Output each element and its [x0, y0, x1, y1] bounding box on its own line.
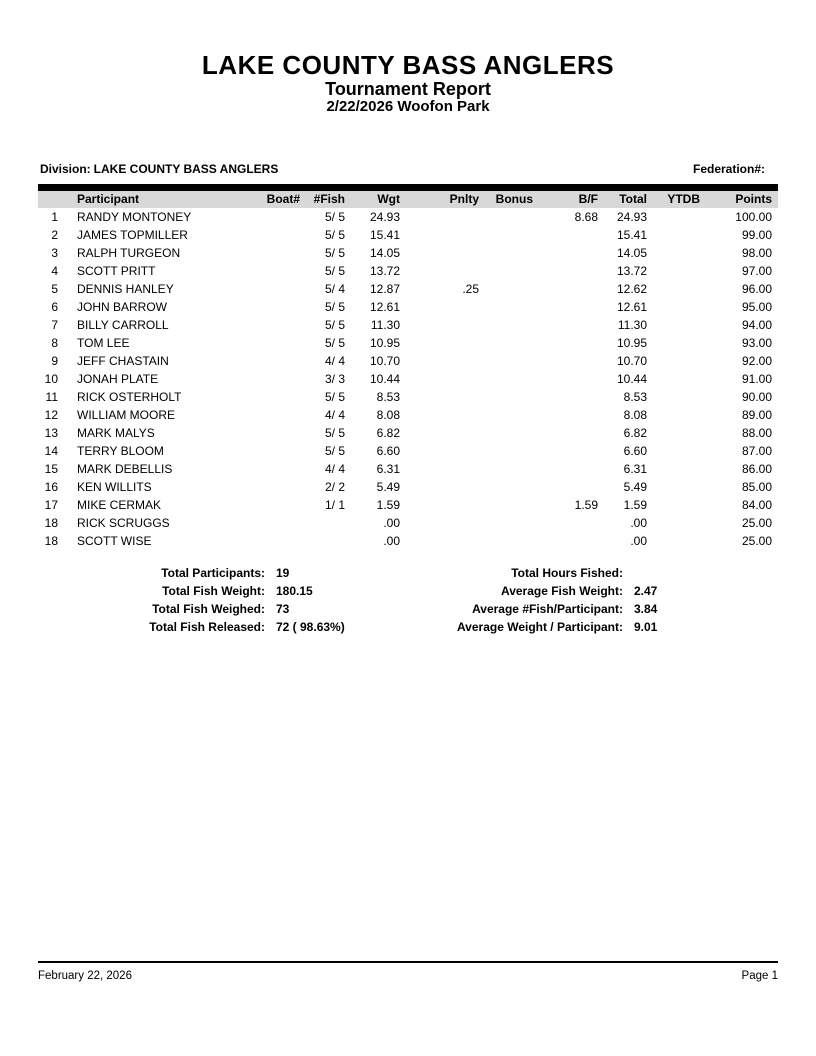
cell-penalty	[406, 334, 485, 352]
cell-points: 95.00	[741, 299, 772, 314]
cell-ytdb	[653, 226, 706, 244]
cell-rank: 13	[44, 425, 58, 440]
page-title: LAKE COUNTY BASS ANGLERS	[201, 50, 615, 80]
cell-total: .00	[630, 515, 647, 530]
cell-bonus	[485, 226, 539, 244]
cell-total: 8.08	[623, 407, 647, 422]
cell-bonus	[485, 370, 539, 388]
cell-big-fish	[539, 370, 604, 388]
table-row	[38, 424, 778, 442]
footer-page-number: Page 1	[741, 970, 778, 982]
cell-points: 100.00	[735, 209, 772, 224]
cell-points: 98.00	[741, 245, 772, 260]
division-row	[40, 162, 765, 176]
cell-bonus	[485, 316, 539, 334]
cell-total: 12.61	[616, 299, 647, 314]
cell-penalty: .25	[462, 281, 479, 296]
cell-weight: 6.60	[376, 443, 400, 458]
col-rank	[38, 188, 64, 208]
cell-total: 1.59	[623, 497, 647, 512]
results-table-body	[38, 208, 778, 550]
cell-rank: 15	[44, 461, 58, 476]
cell-boat-number	[246, 262, 306, 280]
cell-big-fish	[539, 532, 604, 550]
cell-rank: 9	[51, 353, 58, 368]
summary-label: Average #Fish/Participant:	[472, 601, 623, 616]
cell-weight: 5.49	[376, 479, 400, 494]
cell-big-fish	[539, 334, 604, 352]
cell-fish-count	[306, 514, 351, 532]
cell-participant: JOHN BARROW	[77, 299, 167, 314]
cell-rank: 5	[51, 281, 58, 296]
cell-points: 93.00	[741, 335, 772, 350]
cell-fish-count: 5/ 5	[324, 425, 345, 440]
cell-boat-number	[246, 388, 306, 406]
cell-bonus	[485, 298, 539, 316]
cell-ytdb	[653, 262, 706, 280]
cell-total: 10.95	[616, 335, 647, 350]
cell-boat-number	[246, 532, 306, 550]
cell-big-fish	[539, 298, 604, 316]
cell-bonus	[485, 406, 539, 424]
cell-fish-count: 5/ 5	[324, 317, 345, 332]
cell-boat-number	[246, 370, 306, 388]
cell-ytdb	[653, 406, 706, 424]
table-row	[38, 406, 778, 424]
table-row	[38, 208, 778, 226]
col-participant: Participant	[77, 192, 140, 207]
cell-penalty	[406, 244, 485, 262]
cell-fish-count: 5/ 5	[324, 209, 345, 224]
table-row	[38, 262, 778, 280]
cell-weight: 10.44	[369, 371, 400, 386]
cell-total: 8.53	[623, 389, 647, 404]
cell-fish-count: 5/ 4	[324, 281, 345, 296]
cell-weight: 6.31	[376, 461, 400, 476]
summary-value: 2.47	[634, 583, 658, 598]
cell-fish-count: 4/ 4	[324, 461, 345, 476]
summary-row	[38, 600, 408, 618]
col-total: Total	[619, 192, 647, 207]
federation-label: Federation#:	[692, 162, 765, 176]
cell-rank: 11	[45, 389, 58, 404]
summary-row	[38, 582, 408, 600]
cell-rank: 18	[44, 515, 58, 530]
table-row	[38, 334, 778, 352]
cell-big-fish	[539, 478, 604, 496]
cell-boat-number	[246, 280, 306, 298]
cell-penalty	[406, 406, 485, 424]
cell-ytdb	[653, 514, 706, 532]
col-weight: Wgt	[377, 192, 400, 207]
cell-penalty	[406, 298, 485, 316]
cell-participant: TERRY BLOOM	[77, 443, 164, 458]
cell-big-fish	[539, 406, 604, 424]
cell-ytdb	[653, 370, 706, 388]
cell-weight: .00	[383, 533, 400, 548]
cell-fish-count: 5/ 5	[324, 263, 345, 278]
cell-fish-count: 2/ 2	[324, 479, 345, 494]
cell-ytdb	[653, 532, 706, 550]
cell-ytdb	[653, 334, 706, 352]
cell-points: 85.00	[741, 479, 772, 494]
cell-ytdb	[653, 424, 706, 442]
cell-bonus	[485, 208, 539, 226]
cell-points: 84.00	[741, 497, 772, 512]
cell-participant: KEN WILLITS	[77, 479, 152, 494]
summary-row	[408, 618, 740, 636]
cell-bonus	[485, 388, 539, 406]
cell-ytdb	[653, 478, 706, 496]
cell-ytdb	[653, 442, 706, 460]
cell-big-fish	[539, 226, 604, 244]
cell-fish-count: 5/ 5	[324, 227, 345, 242]
cell-weight: 15.41	[369, 227, 400, 242]
cell-total: 15.41	[616, 227, 647, 242]
cell-weight: 1.59	[376, 497, 400, 512]
cell-big-fish: 8.68	[574, 209, 598, 224]
cell-weight: 8.08	[376, 407, 400, 422]
cell-big-fish	[539, 388, 604, 406]
cell-rank: 18	[44, 533, 58, 548]
cell-penalty	[406, 478, 485, 496]
table-row	[38, 478, 778, 496]
summary-value: 180.15	[276, 583, 313, 598]
table-row	[38, 298, 778, 316]
cell-rank: 1	[51, 209, 58, 224]
cell-rank: 10	[44, 371, 58, 386]
cell-fish-count: 5/ 5	[324, 389, 345, 404]
cell-total: 13.72	[616, 263, 647, 278]
table-row	[38, 370, 778, 388]
cell-participant: RALPH TURGEON	[77, 245, 181, 260]
cell-bonus	[485, 424, 539, 442]
cell-big-fish	[539, 442, 604, 460]
cell-big-fish	[539, 280, 604, 298]
table-row	[38, 352, 778, 370]
cell-fish-count: 1/ 1	[324, 497, 345, 512]
cell-total: 14.05	[616, 245, 647, 260]
cell-boat-number	[246, 316, 306, 334]
summary-left-column	[38, 564, 408, 636]
cell-bonus	[485, 514, 539, 532]
summary-value: 9.01	[634, 619, 658, 634]
col-big-fish: B/F	[578, 192, 598, 207]
table-header-row	[38, 188, 778, 208]
cell-weight: 10.70	[369, 353, 400, 368]
cell-total: .00	[630, 533, 647, 548]
cell-rank: 12	[44, 407, 58, 422]
summary-row	[408, 582, 740, 600]
table-row	[38, 460, 778, 478]
cell-big-fish	[539, 244, 604, 262]
cell-penalty	[406, 514, 485, 532]
cell-bonus	[485, 496, 539, 514]
cell-boat-number	[246, 208, 306, 226]
cell-boat-number	[246, 424, 306, 442]
summary-row	[38, 564, 408, 582]
cell-total: 6.60	[623, 443, 647, 458]
cell-penalty	[406, 226, 485, 244]
cell-ytdb	[653, 208, 706, 226]
col-points: Points	[735, 192, 772, 207]
report-header	[0, 0, 816, 115]
page-footer	[38, 961, 778, 982]
cell-ytdb	[653, 388, 706, 406]
cell-participant: SCOTT WISE	[77, 533, 152, 548]
cell-participant: DENNIS HANLEY	[77, 281, 174, 296]
cell-rank: 17	[44, 497, 58, 512]
cell-boat-number	[246, 298, 306, 316]
cell-penalty	[406, 262, 485, 280]
summary-label: Average Fish Weight:	[500, 583, 623, 598]
cell-bonus	[485, 244, 539, 262]
cell-participant: MARK MALYS	[77, 425, 155, 440]
cell-boat-number	[246, 334, 306, 352]
summary-value: 73	[276, 601, 290, 616]
cell-rank: 2	[51, 227, 58, 242]
cell-rank: 6	[51, 299, 58, 314]
cell-weight: 24.93	[369, 209, 400, 224]
cell-weight: 6.82	[376, 425, 400, 440]
summary-section	[38, 564, 816, 636]
table-row	[38, 496, 778, 514]
cell-boat-number	[246, 478, 306, 496]
cell-points: 92.00	[741, 353, 772, 368]
cell-points: 25.00	[741, 533, 772, 548]
cell-participant: MIKE CERMAK	[77, 497, 162, 512]
cell-weight: 8.53	[376, 389, 400, 404]
division-name: LAKE COUNTY BASS ANGLERS	[93, 162, 279, 176]
cell-boat-number	[246, 442, 306, 460]
cell-penalty	[406, 352, 485, 370]
cell-rank: 4	[51, 263, 58, 278]
cell-weight: 10.95	[369, 335, 400, 350]
cell-fish-count: 3/ 3	[324, 371, 345, 386]
summary-label: Total Fish Released:	[149, 619, 265, 634]
cell-boat-number	[246, 244, 306, 262]
cell-weight: 13.72	[369, 263, 400, 278]
cell-penalty	[406, 496, 485, 514]
cell-boat-number	[246, 514, 306, 532]
cell-ytdb	[653, 316, 706, 334]
cell-participant: BILLY CARROLL	[77, 317, 169, 332]
cell-penalty	[406, 532, 485, 550]
table-row	[38, 388, 778, 406]
cell-bonus	[485, 334, 539, 352]
summary-label: Total Participants:	[161, 565, 265, 580]
cell-ytdb	[653, 460, 706, 478]
cell-participant: WILLIAM MOORE	[77, 407, 176, 422]
cell-participant: JONAH PLATE	[77, 371, 159, 386]
cell-penalty	[406, 442, 485, 460]
cell-fish-count: 4/ 4	[324, 407, 345, 422]
cell-big-fish	[539, 262, 604, 280]
cell-total: 10.70	[616, 353, 647, 368]
summary-row	[408, 564, 740, 582]
col-fish-count: #Fish	[313, 192, 345, 207]
cell-bonus	[485, 280, 539, 298]
cell-big-fish	[539, 460, 604, 478]
col-bonus: Bonus	[495, 192, 533, 207]
col-ytdb: YTDB	[667, 192, 700, 207]
cell-points: 90.00	[741, 389, 772, 404]
summary-label: Average Weight / Participant:	[456, 619, 623, 634]
cell-big-fish: 1.59	[574, 497, 598, 512]
summary-value: 72 ( 98.63%)	[276, 619, 345, 634]
cell-fish-count: 4/ 4	[324, 353, 345, 368]
report-subtitle: Tournament Report	[325, 79, 491, 99]
cell-total: 12.62	[616, 281, 647, 296]
cell-points: 88.00	[741, 425, 772, 440]
cell-boat-number	[246, 352, 306, 370]
cell-penalty	[406, 370, 485, 388]
cell-points: 97.00	[741, 263, 772, 278]
cell-ytdb	[653, 280, 706, 298]
cell-participant: RICK SCRUGGS	[77, 515, 170, 530]
cell-big-fish	[539, 514, 604, 532]
summary-row	[38, 618, 408, 636]
cell-weight: 12.87	[369, 281, 400, 296]
cell-points: 99.00	[741, 227, 772, 242]
cell-fish-count: 5/ 5	[324, 335, 345, 350]
cell-fish-count: 5/ 5	[324, 443, 345, 458]
summary-label: Total Fish Weighed:	[152, 601, 265, 616]
cell-points: 96.00	[741, 281, 772, 296]
summary-value: 19	[276, 565, 290, 580]
cell-big-fish	[539, 316, 604, 334]
table-row	[38, 226, 778, 244]
cell-bonus	[485, 532, 539, 550]
cell-participant: SCOTT PRITT	[77, 263, 156, 278]
cell-participant: JEFF CHASTAIN	[77, 353, 169, 368]
event-date-location: 2/22/2026 Woofon Park	[326, 98, 490, 115]
cell-total: 6.31	[623, 461, 647, 476]
cell-fish-count: 5/ 5	[324, 299, 345, 314]
cell-total: 5.49	[623, 479, 647, 494]
cell-bonus	[485, 352, 539, 370]
cell-fish-count	[306, 532, 351, 550]
cell-points: 94.00	[741, 317, 772, 332]
cell-points: 25.00	[741, 515, 772, 530]
cell-rank: 7	[51, 317, 58, 332]
cell-participant: JAMES TOPMILLER	[77, 227, 188, 242]
table-row	[38, 244, 778, 262]
cell-ytdb	[653, 352, 706, 370]
summary-row	[408, 600, 740, 618]
summary-value: 3.84	[634, 601, 658, 616]
cell-participant: TOM LEE	[77, 335, 130, 350]
table-row	[38, 280, 778, 298]
cell-participant: RANDY MONTONEY	[77, 209, 192, 224]
cell-rank: 3	[51, 245, 58, 260]
cell-points: 91.00	[741, 371, 772, 386]
division-label: Division:	[40, 162, 91, 176]
cell-total: 11.30	[617, 317, 647, 332]
summary-label: Total Fish Weight:	[162, 583, 265, 598]
cell-ytdb	[653, 496, 706, 514]
summary-label: Total Hours Fished:	[511, 565, 623, 580]
cell-ytdb	[653, 298, 706, 316]
results-table	[38, 184, 778, 550]
cell-total: 6.82	[623, 425, 647, 440]
footer-date: February 22, 2026	[38, 970, 132, 982]
table-row	[38, 442, 778, 460]
cell-points: 89.00	[741, 407, 772, 422]
cell-boat-number	[246, 496, 306, 514]
cell-penalty	[406, 424, 485, 442]
division-info	[40, 162, 281, 176]
cell-total: 10.44	[616, 371, 647, 386]
cell-big-fish	[539, 352, 604, 370]
summary-right-column	[408, 564, 740, 636]
cell-penalty	[406, 460, 485, 478]
col-penalty: Pnlty	[449, 192, 479, 207]
col-boat-number: Boat#	[266, 192, 300, 207]
cell-weight: 12.61	[369, 299, 400, 314]
cell-weight: 14.05	[369, 245, 400, 260]
table-row	[38, 532, 778, 550]
cell-total: 24.93	[616, 209, 647, 224]
cell-bonus	[485, 478, 539, 496]
cell-boat-number	[246, 226, 306, 244]
cell-bonus	[485, 460, 539, 478]
cell-ytdb	[653, 244, 706, 262]
table-row	[38, 316, 778, 334]
cell-penalty	[406, 208, 485, 226]
cell-points: 86.00	[741, 461, 772, 476]
cell-rank: 14	[44, 443, 58, 458]
cell-boat-number	[246, 460, 306, 478]
cell-penalty	[406, 388, 485, 406]
cell-rank: 8	[51, 335, 58, 350]
cell-points: 87.00	[741, 443, 772, 458]
cell-rank: 16	[44, 479, 58, 494]
cell-weight: 11.30	[370, 317, 400, 332]
cell-penalty	[406, 316, 485, 334]
cell-big-fish	[539, 424, 604, 442]
cell-participant: MARK DEBELLIS	[77, 461, 173, 476]
cell-participant: RICK OSTERHOLT	[77, 389, 182, 404]
cell-bonus	[485, 442, 539, 460]
cell-fish-count: 5/ 5	[324, 245, 345, 260]
cell-weight: .00	[383, 515, 400, 530]
cell-bonus	[485, 262, 539, 280]
cell-boat-number	[246, 406, 306, 424]
table-row	[38, 514, 778, 532]
